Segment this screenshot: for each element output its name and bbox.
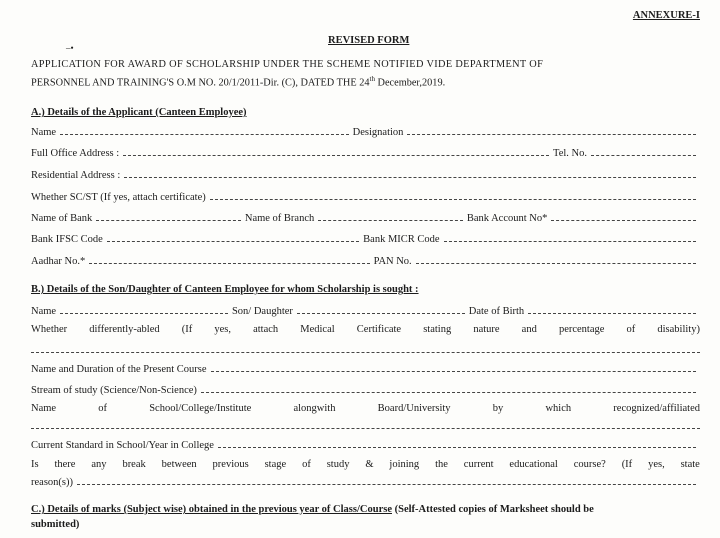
differently-abled-word: (If (181, 324, 193, 335)
break-row (31, 459, 700, 470)
differently-abled-word: disability) (657, 324, 700, 335)
designation-field[interactable] (407, 134, 696, 135)
dob-label: Date of Birth (468, 306, 525, 317)
section-c-note: (Self-Attested copies of Marksheet should be (391, 504, 594, 515)
pan-label: PAN No. (373, 256, 412, 267)
differently-abled-field[interactable] (31, 352, 700, 353)
son-daughter-field[interactable] (297, 313, 465, 314)
residential-address-row (31, 167, 700, 181)
break-word: educational (509, 459, 558, 470)
residential-address-label: Residential Address : (31, 170, 121, 181)
reasons-field[interactable] (77, 484, 696, 485)
standard-field[interactable] (218, 447, 696, 448)
branch-field[interactable] (318, 220, 463, 221)
differently-abled-word: Certificate (356, 324, 402, 335)
application-heading-line2: PERSONNEL AND TRAINING'S O.M NO. 20/1/2011-Dir. (C), DATED THE 24th December,2019. (31, 75, 446, 89)
section-b-title: B.) Details of the Son/Daughter of Canteen Employee for whom Scholarship is sought : (31, 284, 419, 295)
break-word: (If (621, 459, 633, 470)
reasons-label: reason(s)) (31, 477, 73, 488)
micr-field[interactable] (444, 241, 696, 242)
son-daughter-label: Son/ Daughter (231, 306, 293, 317)
office-address-row (31, 145, 700, 159)
break-word: & (365, 459, 374, 470)
break-word: previous (212, 459, 249, 470)
break-word: Is (31, 459, 39, 470)
differently-abled-word: Whether (31, 324, 68, 335)
section-c-heading (31, 504, 594, 515)
break-word: current (463, 459, 494, 470)
section-c-note-cont: submitted) (31, 519, 80, 530)
break-word: of (302, 459, 311, 470)
course-label: Name and Duration of the Present Course (31, 364, 207, 375)
aadhar-row (31, 253, 700, 267)
standard-row (31, 437, 700, 451)
course-row (31, 361, 700, 375)
differently-abled-row (31, 324, 700, 335)
aadhar-label: Aadhar No.* (31, 256, 86, 267)
break-word: break (122, 459, 146, 470)
office-address-label: Full Office Address : (31, 148, 120, 159)
applicant-name-row (31, 124, 700, 138)
school-word: recognized/affiliated (613, 403, 700, 414)
school-field[interactable] (31, 428, 700, 429)
school-word: School/College/Institute (149, 403, 252, 414)
break-word: there (54, 459, 76, 470)
sc-st-label: Whether SC/ST (If yes, attach certificate) (31, 192, 206, 203)
break-word: stage (264, 459, 287, 470)
differently-abled-word: and (521, 324, 537, 335)
section-c-title: C.) Details of marks (Subject wise) obtained in the previous year of Class/Course (31, 504, 392, 515)
section-a-title: A.) Details of the Applicant (Canteen Employee) (31, 107, 247, 118)
bank-row (31, 210, 700, 224)
bank-account-label: Bank Account No* (466, 213, 548, 224)
name-field[interactable] (60, 134, 349, 135)
dob-field[interactable] (528, 313, 696, 314)
school-word: Board/University (377, 403, 451, 414)
break-word: the (435, 459, 448, 470)
school-word: Name (31, 403, 57, 414)
tel-no-label: Tel. No. (553, 148, 587, 159)
differently-abled-word: differently-abled (89, 324, 160, 335)
differently-abled-word: yes, (214, 324, 231, 335)
school-word: by (492, 403, 504, 414)
bank-name-field[interactable] (96, 220, 241, 221)
break-word: any (91, 459, 107, 470)
stream-label: Stream of study (Science/Non-Science) (31, 385, 197, 396)
application-heading-line1: APPLICATION FOR AWARD OF SCHOLARSHIP UNDER THE SCHEME NOTIFIED VIDE DEPARTMENT OF (31, 59, 544, 70)
office-address-field[interactable] (123, 155, 549, 156)
branch-label: Name of Branch (244, 213, 315, 224)
break-word: state (680, 459, 700, 470)
aadhar-field[interactable] (89, 263, 369, 264)
pan-field[interactable] (416, 263, 696, 264)
course-field[interactable] (211, 371, 696, 372)
name-label: Name (31, 127, 57, 138)
school-word: which (545, 403, 572, 414)
ifsc-field[interactable] (107, 241, 359, 242)
form-title: REVISED FORM (328, 35, 410, 46)
residential-address-field[interactable] (124, 177, 696, 178)
stream-field[interactable] (201, 392, 696, 393)
tel-no-field[interactable] (591, 155, 696, 156)
bank-account-field[interactable] (551, 220, 696, 221)
school-word: of (98, 403, 108, 414)
differently-abled-word: of (626, 324, 636, 335)
stream-row (31, 382, 700, 396)
reasons-row (31, 474, 700, 488)
child-name-field[interactable] (60, 313, 228, 314)
micr-label: Bank MICR Code (363, 234, 440, 245)
break-word: between (161, 459, 197, 470)
child-name-label: Name (31, 306, 57, 317)
break-word: yes, (648, 459, 665, 470)
break-word: study (326, 459, 350, 470)
standard-label: Current Standard in School/Year in College (31, 440, 214, 451)
differently-abled-word: attach (253, 324, 279, 335)
differently-abled-word: Medical (300, 324, 335, 335)
annexure-label: ANNEXURE-I (632, 10, 700, 21)
break-word: course? (573, 459, 606, 470)
sc-st-field[interactable] (210, 199, 696, 200)
stray-mark: –• (66, 43, 74, 53)
ifsc-row (31, 231, 700, 245)
designation-label: Designation (352, 127, 404, 138)
differently-abled-word: percentage (558, 324, 605, 335)
ifsc-label: Bank IFSC Code (31, 234, 103, 245)
child-name-row (31, 303, 700, 317)
bank-name-label: Name of Bank (31, 213, 93, 224)
school-word: alongwith (293, 403, 336, 414)
sc-st-row (31, 189, 700, 203)
school-row (31, 403, 700, 414)
differently-abled-word: nature (473, 324, 500, 335)
break-word: joining (389, 459, 420, 470)
differently-abled-word: stating (423, 324, 452, 335)
